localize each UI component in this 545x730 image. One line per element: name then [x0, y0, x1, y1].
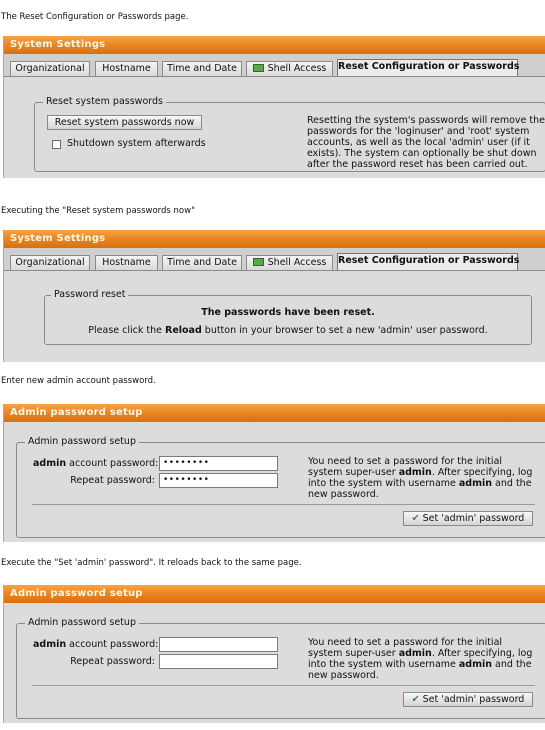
password-reset-fieldset	[44, 289, 532, 345]
admin-bold: admin	[33, 639, 67, 650]
tab-shell-access-label: Shell Access	[267, 63, 327, 74]
caption-3: Enter new admin account password.	[1, 376, 156, 386]
description-line: You need to set a password for the initial	[308, 637, 503, 648]
admin-setup-panel-1	[3, 404, 545, 542]
caption-4: Execute the "Set 'admin' password". It reloads back to the same page.	[1, 558, 302, 568]
shutdown-checkbox-label: Shutdown system afterwards	[67, 138, 206, 149]
panel-header: Admin password setup	[4, 404, 545, 422]
tab-reset-configuration[interactable]: Reset Configuration or Passwords	[337, 253, 518, 271]
admin-password-label	[33, 639, 159, 650]
tab-shell-access[interactable]	[246, 255, 333, 270]
tab-divider	[4, 270, 545, 271]
tab-divider	[4, 76, 545, 77]
tab-reset-configuration[interactable]: Reset Configuration or Passwords	[337, 59, 518, 77]
reload-instruction-post: button in your browser to set a new 'admin' user password.	[201, 325, 488, 336]
description-line: into the system with username admin and the	[308, 659, 532, 670]
panel-header: System Settings	[4, 230, 545, 248]
admin-bold: admin	[33, 458, 67, 469]
admin-setup-panel-2	[3, 585, 545, 723]
divider	[32, 685, 535, 686]
tab-shell-access-label: Shell Access	[267, 257, 327, 268]
description-line: system super-user admin. After specifying, log	[308, 467, 533, 478]
reset-description-line: after the password reset has been carried out.	[307, 159, 528, 170]
tab-hostname[interactable]: Hostname	[95, 255, 158, 270]
system-settings-panel-2	[3, 230, 545, 362]
panel-header: System Settings	[4, 36, 545, 54]
caption-2: Executing the "Reset system passwords now"	[1, 206, 195, 216]
reset-success-message: The passwords have been reset.	[201, 307, 375, 318]
repeat-password-label: Repeat password:	[70, 656, 155, 667]
admin-setup-description	[308, 456, 532, 500]
reset-description-line: passwords for the 'loginuser' and 'root' system	[307, 126, 530, 137]
shutdown-checkbox[interactable]	[52, 140, 61, 149]
admin-setup-description	[308, 637, 532, 681]
reset-passwords-fieldset	[34, 96, 545, 172]
caption-1: The Reset Configuration or Passwords page.	[1, 12, 189, 22]
tab-shell-access[interactable]	[246, 61, 333, 76]
admin-setup-fieldset	[16, 617, 545, 719]
divider	[32, 504, 535, 505]
reset-description	[307, 115, 545, 170]
check-icon: ✔	[411, 513, 420, 524]
repeat-password-label: Repeat password:	[70, 475, 155, 486]
description-line: new password.	[308, 489, 379, 500]
admin-password-input[interactable]	[159, 637, 278, 652]
tab-time-and-date[interactable]: Time and Date	[162, 255, 242, 270]
reload-instruction-pre: Please click the	[88, 325, 165, 336]
tab-time-and-date[interactable]: Time and Date	[162, 61, 242, 76]
admin-password-input[interactable]: ••••••••	[159, 456, 278, 471]
system-settings-panel-1	[3, 36, 545, 178]
check-icon: ✔	[411, 694, 420, 705]
tab-organizational[interactable]: Organizational	[10, 255, 90, 270]
admin-password-label	[33, 458, 159, 469]
fieldset-legend: Admin password setup	[25, 617, 139, 628]
reset-description-line: exists). The system can optionally be shut down	[307, 148, 537, 159]
button-label: Set 'admin' password	[422, 513, 525, 524]
shell-terminal-icon	[253, 64, 264, 72]
reset-description-line: Resetting the system's passwords will remove the	[307, 115, 545, 126]
fieldset-legend: Reset system passwords	[43, 96, 166, 107]
tab-hostname[interactable]: Hostname	[95, 61, 158, 76]
panel-header: Admin password setup	[4, 585, 545, 603]
tab-bar	[4, 248, 545, 270]
description-line: You need to set a password for the initial	[308, 456, 503, 467]
repeat-password-input[interactable]: ••••••••	[159, 473, 278, 488]
admin-label-rest: account password:	[66, 639, 159, 650]
set-admin-password-button[interactable]	[403, 511, 533, 526]
description-line: new password.	[308, 670, 379, 681]
description-line: into the system with username admin and the	[308, 478, 532, 489]
admin-label-rest: account password:	[66, 458, 159, 469]
reload-keyword: Reload	[165, 325, 202, 336]
reset-passwords-button[interactable]: Reset system passwords now	[47, 115, 202, 130]
admin-setup-fieldset	[16, 436, 545, 538]
tab-organizational[interactable]: Organizational	[10, 61, 90, 76]
fieldset-legend: Admin password setup	[25, 436, 139, 447]
repeat-password-input[interactable]	[159, 654, 278, 669]
button-label: Set 'admin' password	[422, 694, 525, 705]
shell-terminal-icon	[253, 258, 264, 266]
reset-description-line: accounts, as well as the local 'admin' user (if it	[307, 137, 530, 148]
description-line: system super-user admin. After specifying, log	[308, 648, 533, 659]
tab-bar	[4, 54, 545, 76]
set-admin-password-button[interactable]	[403, 692, 533, 707]
reload-instruction	[45, 325, 531, 336]
fieldset-legend: Password reset	[51, 289, 128, 300]
